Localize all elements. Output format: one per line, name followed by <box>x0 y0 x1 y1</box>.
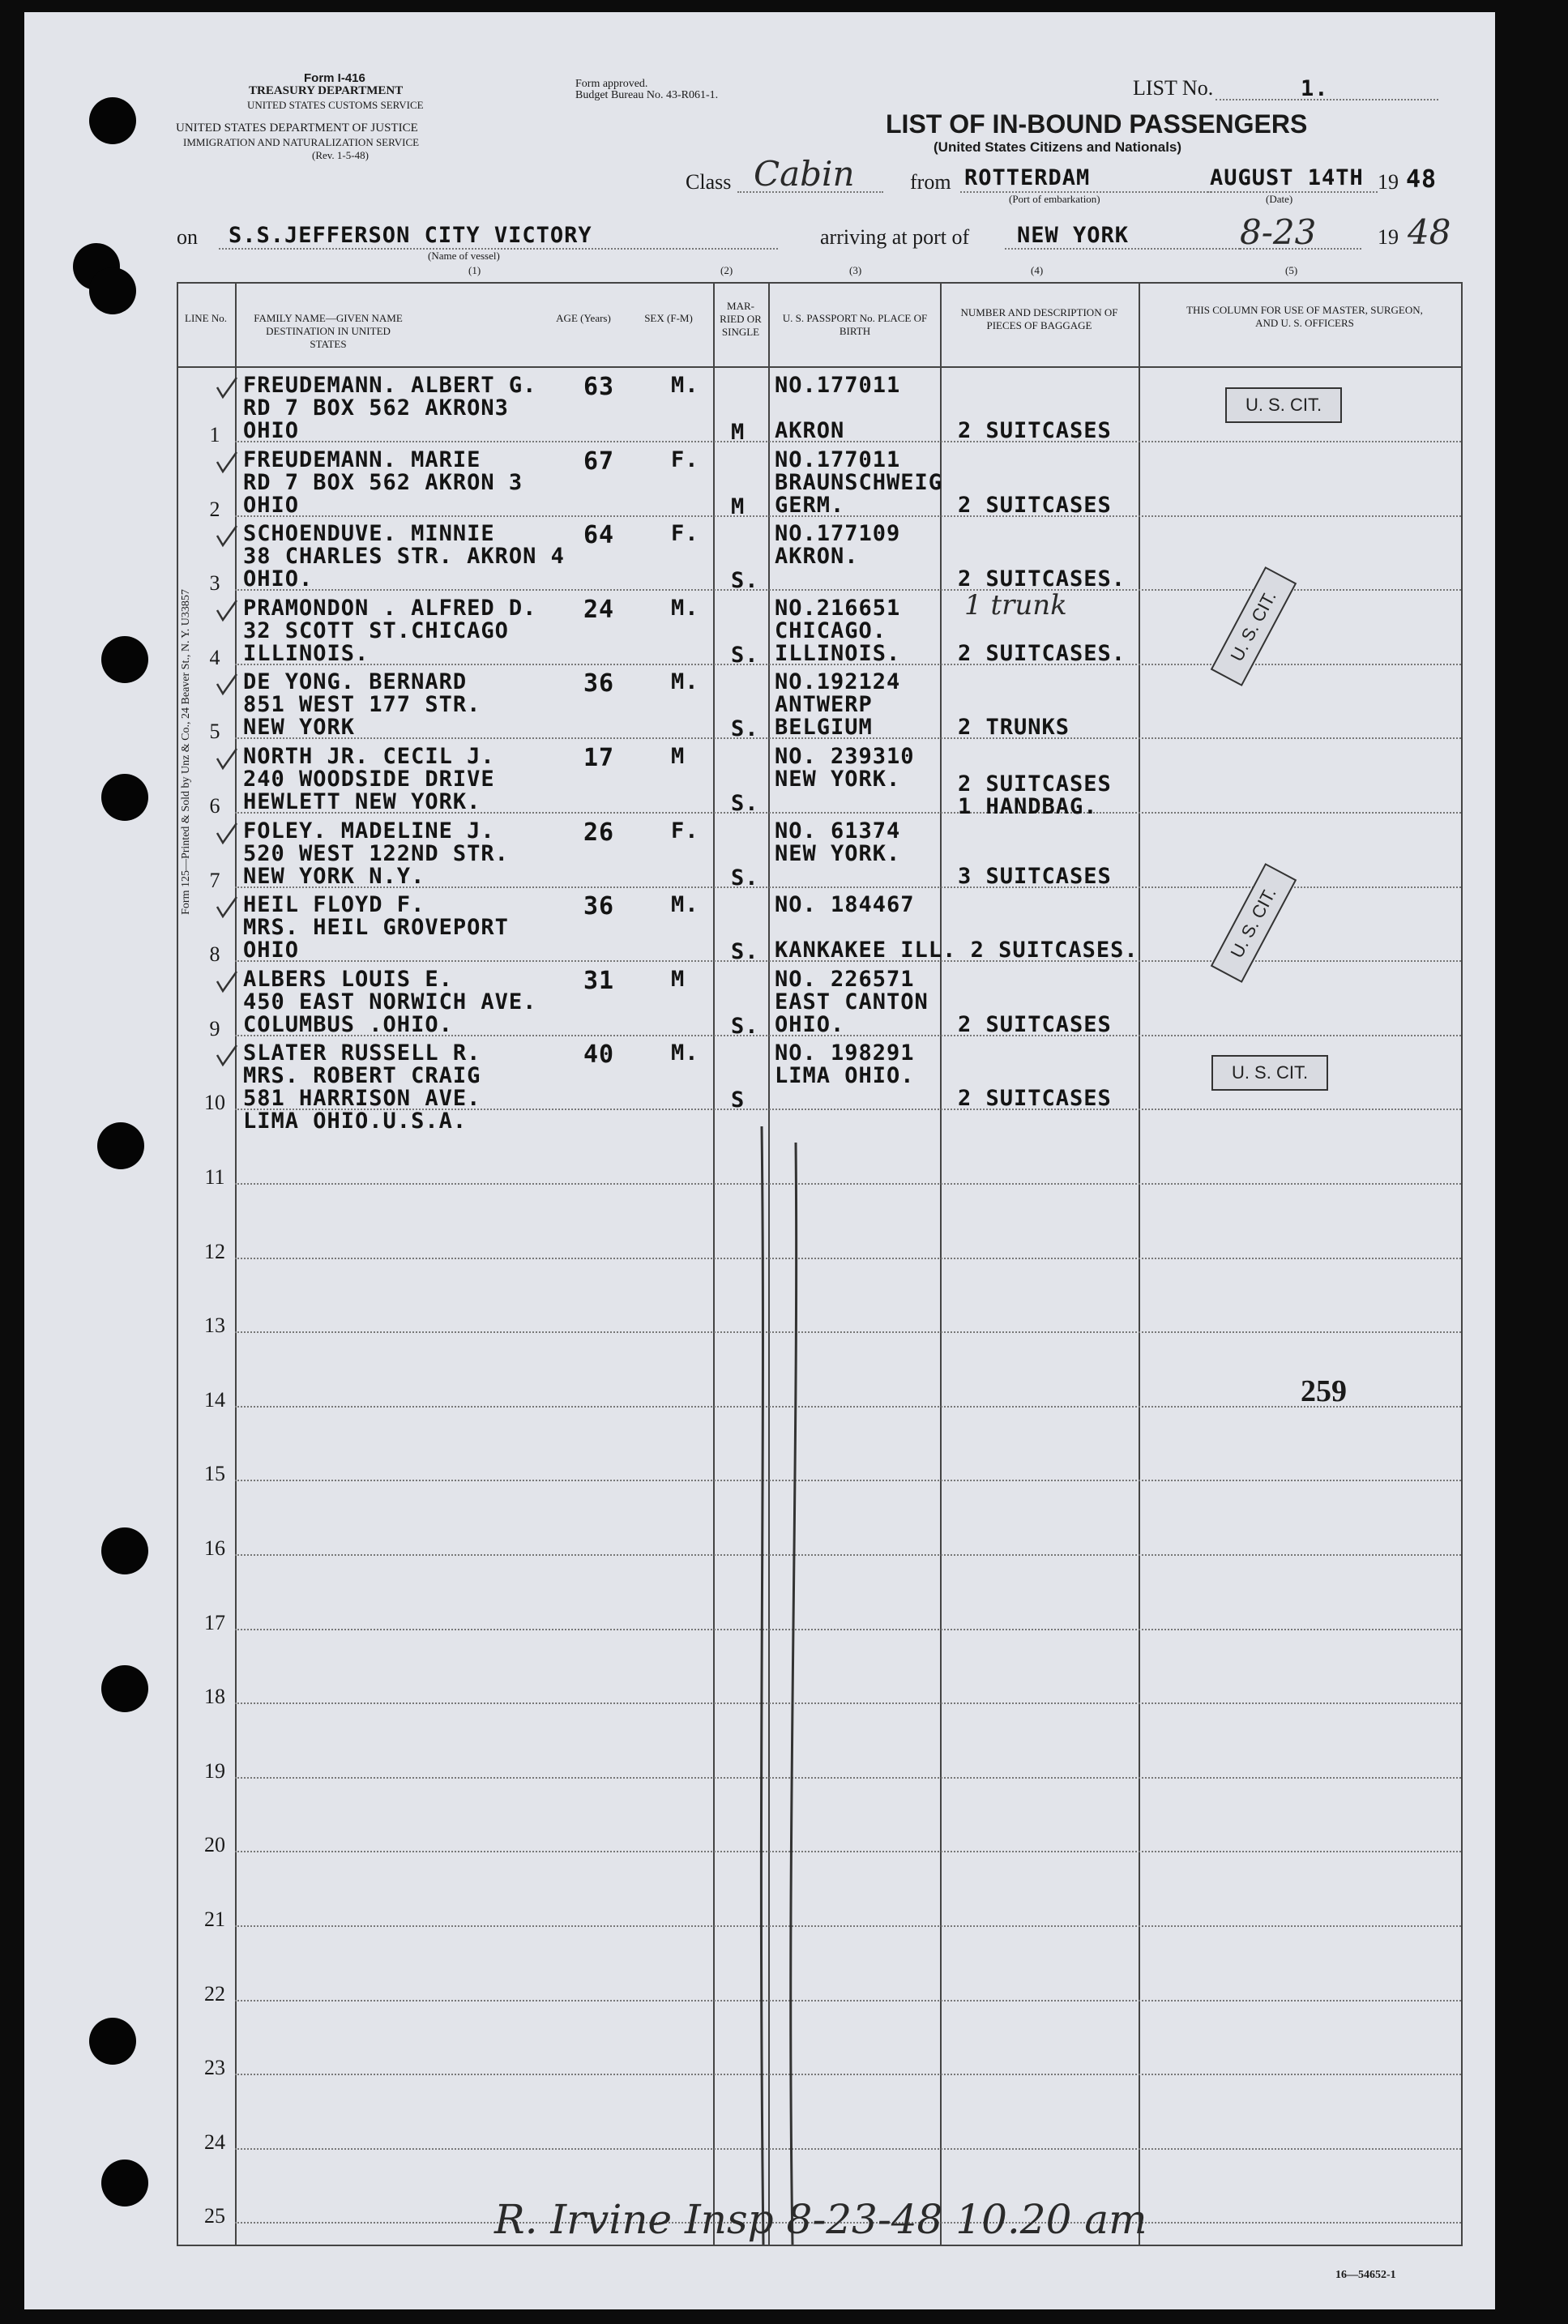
col-num-1: (1) <box>468 264 481 276</box>
passenger-name: NORTH JR. CECIL J. <box>243 744 495 769</box>
us-citizen-stamp: U. S. CIT. <box>1211 566 1297 686</box>
passenger-name: FREUDEMANN. MARIE <box>243 446 481 472</box>
col-num-3: (3) <box>849 264 862 276</box>
col-num-5: (5) <box>1285 264 1298 276</box>
line-number: 19 <box>204 1758 225 1783</box>
line-number: 16 <box>204 1536 225 1560</box>
row-rule <box>235 1925 1461 1927</box>
line-number: 22 <box>204 1981 225 2006</box>
passenger-sex: F. <box>671 446 699 472</box>
col-header-line: LINE No. <box>185 312 227 324</box>
on-label: on <box>177 225 198 249</box>
justice-dept: UNITED STATES DEPARTMENT OF JUSTICE <box>176 122 418 135</box>
col-divider <box>940 282 942 2246</box>
line-number: 13 <box>204 1314 225 1338</box>
passenger-address: RD 7 BOX 562 AKRON3 <box>243 395 509 421</box>
passenger-address: RD 7 BOX 562 AKRON 3 <box>243 469 523 495</box>
year-prefix: 19 <box>1378 170 1399 194</box>
passport-number: NO. 226571 <box>775 966 915 992</box>
line-number: 3 <box>209 571 220 596</box>
binder-hole <box>89 2018 136 2065</box>
table-left-border <box>177 282 178 2246</box>
check-mark <box>215 747 239 771</box>
passenger-name: SLATER RUSSELL R. <box>243 1040 481 1066</box>
passenger-address: LIMA OHIO.U.S.A. <box>243 1109 468 1134</box>
passenger-age: 36 <box>583 669 615 698</box>
row-rule <box>235 515 1461 517</box>
arrival-year-prefix: 19 <box>1378 225 1399 249</box>
binder-hole <box>89 267 136 314</box>
baggage: 2 SUITCASES <box>958 492 1112 518</box>
passport-number: NO. 239310 <box>775 744 915 769</box>
binder-hole <box>89 97 136 144</box>
passenger-address: MRS. HEIL GROVEPORT <box>243 915 509 941</box>
passenger-address: NEW YORK <box>243 715 356 741</box>
place-of-birth: NEW YORK. <box>775 840 901 866</box>
ins-service: IMMIGRATION AND NATURALIZATION SERVICE <box>183 136 420 148</box>
row-rule <box>235 2148 1461 2150</box>
passenger-sex: M <box>671 744 686 769</box>
us-citizen-stamp: U. S. CIT. <box>1225 387 1342 423</box>
binder-hole <box>101 636 148 683</box>
marital-status: S. <box>731 716 759 742</box>
budget-bureau: Budget Bureau No. 43-R061-1. <box>575 89 719 101</box>
arrival-port-line <box>1005 248 1240 250</box>
line-number: 20 <box>204 1833 225 1857</box>
row-rule <box>235 1702 1461 1704</box>
place-of-birth: ANTWERP <box>775 692 873 718</box>
document-subtitle: (United States Citizens and Nationals) <box>934 139 1182 155</box>
row-rule <box>235 441 1461 442</box>
row-rule <box>235 2074 1461 2075</box>
form-revision: (Rev. 1-5-48) <box>312 149 369 161</box>
check-mark <box>215 451 239 475</box>
date-caption: (Date) <box>1266 193 1293 205</box>
passenger-address: OHIO. <box>243 566 314 592</box>
passenger-address: 581 HARRISON AVE. <box>243 1086 481 1112</box>
baggage: 2 SUITCASES <box>958 771 1112 797</box>
binder-hole <box>101 1527 148 1574</box>
passenger-sex: M. <box>671 595 699 621</box>
passport-number: NO.192124 <box>775 669 901 695</box>
col-num-4: (4) <box>1031 264 1044 276</box>
binder-hole <box>101 1665 148 1712</box>
place-of-birth: LIMA OHIO. <box>775 1063 915 1089</box>
list-no-value: 1. <box>1301 76 1329 101</box>
arriving-label: arriving at port of <box>820 225 970 249</box>
binder-hole <box>101 2160 148 2207</box>
place-of-birth: OHIO. <box>775 1011 845 1037</box>
table-header-border <box>177 366 1463 368</box>
marital-status: S. <box>731 791 759 816</box>
line-number: 12 <box>204 1239 225 1263</box>
line-number: 23 <box>204 2056 225 2080</box>
marital-status: M <box>731 420 746 445</box>
passenger-sex: M <box>671 966 686 992</box>
class-label: Class <box>686 170 732 194</box>
place-of-birth: AKRON <box>775 418 845 443</box>
marital-status: S. <box>731 568 759 594</box>
passenger-name: ALBERS LOUIS E. <box>243 966 453 992</box>
marital-status: S. <box>731 939 759 965</box>
inspector-signature: R. Irvine Insp 8-23-48 10.20 am <box>494 2196 1147 2243</box>
check-mark <box>215 376 239 400</box>
line-number: 9 <box>209 1016 220 1040</box>
arrival-year: 48 <box>1408 212 1451 252</box>
col-header-officers: THIS COLUMN FOR USE OF MASTER, SURGEON, AND U. S. OFFICERS <box>1186 304 1423 329</box>
vessel-caption: (Name of vessel) <box>428 250 500 262</box>
baggage: 1 HANDBAG. <box>958 794 1098 819</box>
baggage: 3 SUITCASES <box>958 863 1112 889</box>
row-rule <box>235 1183 1461 1185</box>
row-rule <box>235 1777 1461 1779</box>
passenger-age: 24 <box>583 595 615 624</box>
place-of-birth: BRAUNSCHWEIG <box>775 469 943 495</box>
marital-status: M <box>731 493 746 519</box>
line-number: 4 <box>209 645 220 669</box>
line-number: 24 <box>204 2130 225 2154</box>
baggage: 2 SUITCASES <box>958 1086 1112 1112</box>
row-rule <box>235 1480 1461 1481</box>
form-code: 16—54652-1 <box>1335 2269 1396 2281</box>
passenger-address: 38 CHARLES STR. AKRON 4 <box>243 544 565 570</box>
us-citizen-stamp: U. S. CIT. <box>1211 863 1297 983</box>
port-of-embarkation: ROTTERDAM <box>964 165 1091 190</box>
check-mark <box>215 822 239 846</box>
passport-number: NO.177011 <box>775 373 901 398</box>
passenger-age: 17 <box>583 744 615 772</box>
col-divider <box>235 282 237 2246</box>
line-number: 14 <box>204 1387 225 1412</box>
marital-status: S. <box>731 642 759 668</box>
marital-status: S. <box>731 1013 759 1039</box>
document-title: LIST OF IN-BOUND PASSENGERS <box>886 109 1308 139</box>
binder-hole <box>97 1122 144 1169</box>
check-mark <box>215 970 239 994</box>
passenger-sex: M. <box>671 1040 699 1066</box>
passport-number: NO. 184467 <box>775 892 915 918</box>
passenger-age: 40 <box>583 1040 615 1070</box>
check-mark <box>215 524 239 549</box>
from-label: from <box>910 170 951 194</box>
baggage: 2 SUITCASES <box>958 1011 1112 1037</box>
passenger-sex: M. <box>671 669 699 695</box>
col-header-sex: SEX (F-M) <box>644 312 693 324</box>
col-header-age: AGE (Years) <box>556 312 611 324</box>
passenger-age: 67 <box>583 446 615 476</box>
line-number: 2 <box>209 497 220 521</box>
table-bottom-border <box>177 2245 1463 2246</box>
line-number: 15 <box>204 1462 225 1486</box>
passenger-address: HEWLETT NEW YORK. <box>243 789 481 814</box>
list-no-label: LIST No. <box>1133 76 1214 100</box>
line-number: 25 <box>204 2204 225 2228</box>
check-mark <box>215 599 239 623</box>
passenger-age: 64 <box>583 521 615 550</box>
marital-status: S. <box>731 865 759 891</box>
passenger-name: SCHOENDUVE. MINNIE <box>243 521 495 547</box>
passenger-name: HEIL FLOYD F. <box>243 892 425 918</box>
row-rule <box>235 1629 1461 1630</box>
col-num-2: (2) <box>720 264 733 276</box>
passenger-address: 450 EAST NORWICH AVE. <box>243 989 537 1015</box>
passenger-age: 31 <box>583 966 615 995</box>
form-approved: Form approved. <box>575 78 648 90</box>
line-number: 5 <box>209 720 220 744</box>
passenger-age: 36 <box>583 892 615 921</box>
vessel-name: S.S.JEFFERSON CITY VICTORY <box>229 223 592 248</box>
col-header-name: FAMILY NAME—GIVEN NAME DESTINATION IN UNITED STATES <box>254 312 403 350</box>
passport-number: NO.177011 <box>775 446 901 472</box>
check-mark <box>215 673 239 697</box>
place-of-birth: GERM. <box>775 492 845 518</box>
row-rule <box>235 1331 1461 1333</box>
row-rule <box>235 2000 1461 2001</box>
passenger-address: ILLINOIS. <box>243 640 370 666</box>
treasury-dept: TREASURY DEPARTMENT <box>249 84 404 97</box>
check-mark <box>215 1044 239 1068</box>
line-number: 21 <box>204 1907 225 1931</box>
line-number: 8 <box>209 942 220 967</box>
passenger-address: OHIO <box>243 938 300 963</box>
printer-side-text: Form 125—Printed & Sold by Unz & Co., 24 Beaver St., N. Y. U33857 <box>180 589 192 915</box>
class-value: Cabin <box>754 154 855 194</box>
line-number: 1 <box>209 423 220 446</box>
port-caption: (Port of embarkation) <box>1009 193 1100 205</box>
check-mark <box>215 895 239 920</box>
page-number: 259 <box>1301 1374 1347 1408</box>
passenger-address: 32 SCOTT ST.CHICAGO <box>243 617 509 643</box>
row-rule <box>235 1406 1461 1408</box>
line-number: 7 <box>209 868 220 892</box>
arrival-date-line <box>1240 248 1361 250</box>
passenger-address: 240 WOODSIDE DRIVE <box>243 767 495 792</box>
passenger-sex: M. <box>671 892 699 918</box>
pen-marks <box>746 1126 810 2253</box>
departure-date: AUGUST 14TH <box>1210 165 1364 190</box>
baggage: 2 SUITCASES. <box>958 640 1126 666</box>
passenger-sex: F. <box>671 818 699 844</box>
line-number: 10 <box>204 1091 225 1115</box>
col-divider <box>1139 282 1140 2246</box>
passenger-address: OHIO <box>243 418 300 443</box>
baggage: 2 SUITCASES. <box>958 566 1126 592</box>
passenger-address: 851 WEST 177 STR. <box>243 692 481 718</box>
line-number: 11 <box>204 1165 225 1189</box>
passenger-address: OHIO <box>243 492 300 518</box>
passport-number: NO. 61374 <box>775 818 901 844</box>
passenger-name: FOLEY. MADELINE J. <box>243 818 495 844</box>
binder-hole <box>101 774 148 821</box>
form-number: Form I-416 <box>304 71 365 85</box>
passport-number: NO.216651 <box>775 595 901 621</box>
year-value: 48 <box>1406 165 1438 194</box>
marital-status: S <box>731 1087 746 1113</box>
line-number: 18 <box>204 1685 225 1709</box>
col-divider <box>713 282 715 2246</box>
table-right-border <box>1461 282 1463 2246</box>
col-header-married: MAR-RIED OR SINGLE <box>720 300 762 338</box>
passenger-name: FREUDEMANN. ALBERT G. <box>243 373 537 398</box>
baggage: 2 TRUNKS <box>958 715 1070 741</box>
arrival-port: NEW YORK <box>1017 223 1130 248</box>
passenger-address: NEW YORK N.Y. <box>243 863 425 889</box>
baggage-handwritten: 1 trunk <box>964 588 1067 622</box>
place-of-birth: NEW YORK. <box>775 767 901 792</box>
customs-service: UNITED STATES CUSTOMS SERVICE <box>247 99 424 111</box>
passenger-sex: M. <box>671 373 699 398</box>
passenger-name: PRAMONDON . ALFRED D. <box>243 595 537 621</box>
passport-number: NO. 198291 <box>775 1040 915 1066</box>
table-top-border <box>177 282 1463 284</box>
passenger-address: COLUMBUS .OHIO. <box>243 1011 453 1037</box>
passenger-age: 26 <box>583 818 615 847</box>
passport-number: NO.177109 <box>775 521 901 547</box>
baggage: 2 SUITCASES <box>958 418 1112 443</box>
row-rule <box>235 1851 1461 1852</box>
passenger-age: 63 <box>583 373 615 401</box>
passenger-address: MRS. ROBERT CRAIG <box>243 1063 481 1089</box>
line-number: 17 <box>204 1610 225 1634</box>
place-of-birth: CHICAGO. <box>775 617 887 643</box>
passenger-sex: F. <box>671 521 699 547</box>
row-rule <box>235 1554 1461 1556</box>
place-of-birth: ILLINOIS. <box>775 640 901 666</box>
place-of-birth: BELGIUM <box>775 715 873 741</box>
us-citizen-stamp: U. S. CIT. <box>1211 1055 1328 1091</box>
place-of-birth: AKRON. <box>775 544 859 570</box>
passenger-name: DE YONG. BERNARD <box>243 669 468 695</box>
col-header-baggage: NUMBER AND DESCRIPTION OF PIECES OF BAGGAGE <box>960 306 1118 331</box>
line-number: 6 <box>209 794 220 818</box>
col-header-passport: U. S. PASSPORT No. PLACE OF BIRTH <box>782 312 928 337</box>
arrival-date: 8-23 <box>1240 212 1317 252</box>
place-of-birth: EAST CANTON <box>775 989 929 1015</box>
place-of-birth: KANKAKEE ILL. 2 SUITCASES. <box>775 938 1139 963</box>
row-rule <box>235 1258 1461 1259</box>
passenger-address: 520 WEST 122ND STR. <box>243 840 509 866</box>
